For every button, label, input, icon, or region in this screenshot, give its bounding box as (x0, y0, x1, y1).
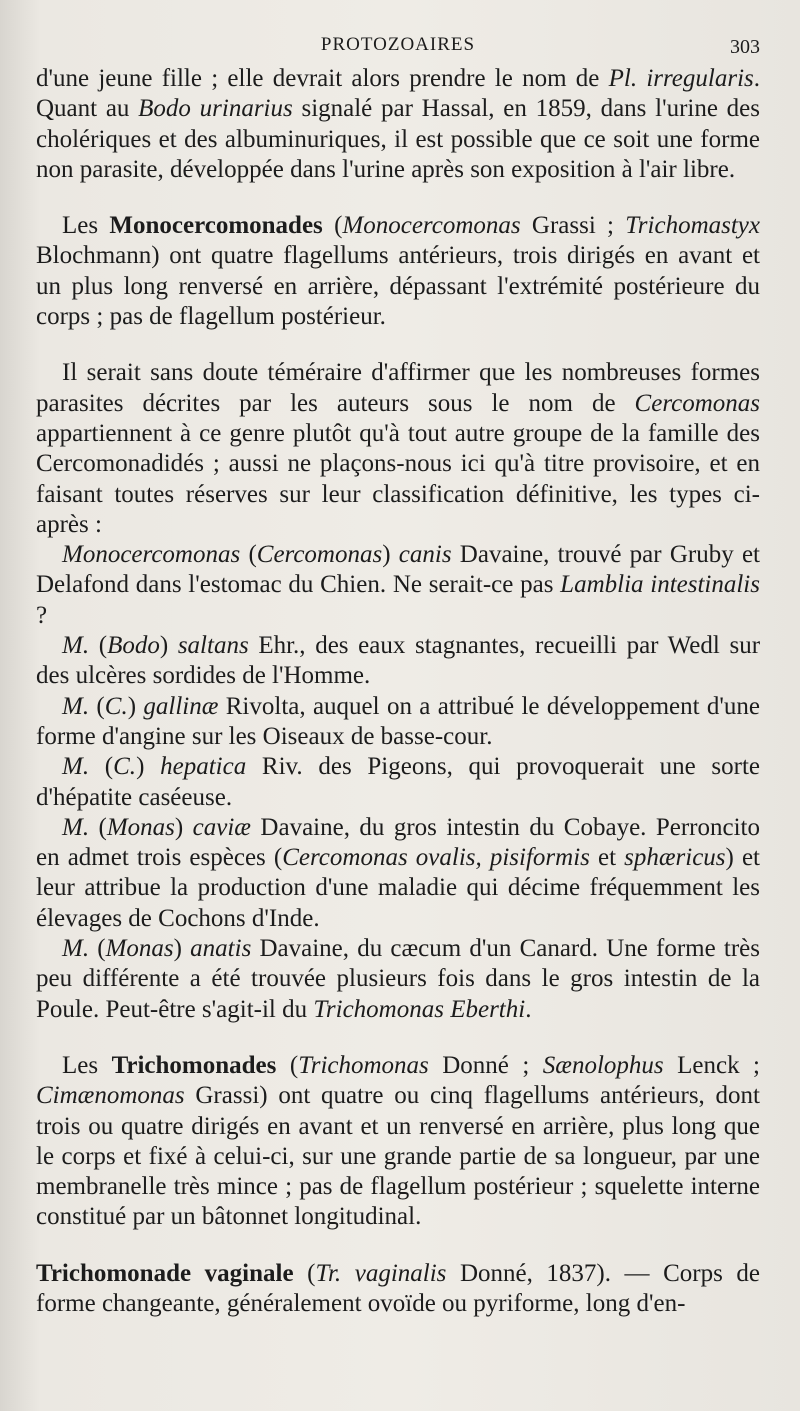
italic-term: Sænolophus (542, 1051, 664, 1079)
paragraph-5 (36, 631, 760, 692)
text-run: ( (322, 212, 343, 240)
text-run: Blochmann) ont quatre flagellums antérieurs, trois dirigés en avant et un plus long renversé en arrière, dépassant l'extrémité postérieure du corps ; pas de flagellum postérieur. (36, 242, 760, 331)
text-run: ( (89, 632, 108, 660)
italic-term: hepatica (160, 753, 247, 781)
text-run: ) (382, 541, 399, 569)
italic-term: Bodo (107, 632, 160, 660)
text-run: Lenck ; (663, 1051, 760, 1079)
italic-term: Monas (105, 935, 174, 963)
paragraph-6 (36, 692, 760, 753)
text-run: Les (62, 1051, 112, 1079)
running-head: PROTOZOAIRES (320, 34, 476, 55)
text-run: ) (174, 813, 193, 841)
text-run: . (525, 995, 532, 1023)
italic-term: caviæ (192, 813, 251, 841)
italic-term: Monocercomonas (342, 212, 521, 240)
text-run: ( (276, 1051, 299, 1079)
italic-term: Trichomonas (298, 1051, 429, 1079)
text-run: ( (89, 753, 114, 781)
italic-term: canis (398, 541, 452, 569)
paragraph-7 (36, 752, 760, 813)
text-run: Davaine, du cæcum d'un Canard. Une forme très peu différente a été trouvée plusieurs fois dans le gros intestin de la Poule. Peut-être s'agit-il du (36, 935, 760, 1023)
paragraph-4 (36, 540, 760, 631)
page-header (36, 30, 760, 64)
paragraph-9 (36, 934, 760, 1025)
italic-term: Lamblia intestinalis (560, 571, 760, 599)
italic-term: Bodo urinarius (138, 95, 293, 123)
text-run: ) (173, 935, 191, 963)
text-run: Donné ; (428, 1051, 543, 1079)
italic-term: Trichomonas Eberthi (313, 995, 526, 1023)
bold-term: Monocercomonades (109, 212, 323, 240)
italic-term: Trichomastyx (625, 212, 760, 240)
italic-term: Pl. irregularis (608, 65, 754, 92)
text-run: d'une jeune fille ; elle devrait alors prendre le nom de (36, 65, 609, 92)
bold-term: Trichomonade vaginale (36, 1259, 294, 1287)
text-run: ( (89, 692, 105, 720)
italic-term: Cercomonas (256, 541, 383, 569)
text-run: et (589, 844, 625, 872)
text-run: ( (293, 1259, 316, 1287)
italic-term: M. (62, 692, 90, 720)
italic-term: M. (62, 632, 90, 660)
italic-term: Cimænomonas (36, 1082, 185, 1110)
text-run: ) (127, 692, 144, 720)
text-run: Les (62, 212, 110, 240)
text-run: Donné, 1837). — Corps de forme changeante, généralement ovoïde ou pyriforme, long d'en- (36, 1259, 760, 1317)
italic-term: Cercomonas (634, 389, 760, 417)
text-run: . Quant au (36, 65, 760, 123)
paragraph-10 (36, 1051, 760, 1233)
italic-term: Tr. vaginalis (315, 1259, 447, 1287)
italic-term: gallinæ (143, 692, 219, 720)
text-run: ( (89, 935, 106, 963)
paragraph-11 (36, 1259, 760, 1320)
text-run: Rivolta, auquel on a attribué le développement d'une forme d'angine sur les Oiseaux de basse-cour. (36, 692, 761, 750)
italic-term: M. (62, 753, 90, 781)
text-run: Grassi) ont quatre ou cinq flagellums antérieurs, dont trois ou quatre dirigés en avant et un renversé en arrière, plus long que le corps et fixé à celui-ci, sur une grande partie de sa longueur, par une membranelle très mince ; pas de flagellum postérieur ; squelette interne constitué par un bâtonnet longitudinal. (36, 1082, 760, 1231)
body-text (36, 64, 760, 1319)
text-run: ) et leur attribue la production d'une maladie qui décime fréquemment les élevages de Cochons d'Inde. (36, 844, 761, 932)
italic-term: M. (62, 813, 90, 841)
text-run: signalé par Hassal, en 1859, dans l'urine des cholériques et des albuminuriques, il est possible que ce soit une forme non parasite, développée dans l'urine après son exposition à l'air libre. (36, 95, 760, 183)
italic-term: Monas (106, 813, 175, 841)
text-run: Il serait sans doute téméraire d'affirmer que les nombreuses formes parasites décrites par les auteurs sous le nom de (36, 359, 760, 417)
text-run: ) (136, 753, 161, 781)
italic-term: anatis (190, 935, 252, 963)
text-run: Davaine, trouvé par Gruby et Delafond dans l'estomac du Chien. Ne serait-ce pas (36, 541, 760, 599)
text-run: Davaine, du gros intestin du Cobaye. Perroncito en admet trois espèces ( (36, 813, 760, 872)
italic-term: Monocercomonas (62, 541, 241, 569)
text-run: ( (240, 541, 257, 569)
text-run: appartiennent à ce genre plutôt qu'à tout autre groupe de la famille des Cercomonadidés ; aussi ne plaçons-nous ici qu'à titre provisoire, et en faisant toutes réserves sur leur classification définitive, les types ci-après : (36, 419, 760, 538)
text-run: Ehr., des eaux stagnantes, recueilli par Wedl sur des ulcères sordides de l'Homme. (36, 632, 761, 690)
text-run: Riv. des Pigeons, qui provoquerait une sorte d'hépatite caséeuse. (36, 753, 761, 811)
page-number: 303 (730, 36, 760, 58)
paragraph-2 (36, 211, 760, 332)
text-run: ( (89, 813, 107, 841)
italic-term: sphæricus (624, 844, 726, 872)
text-run: Grassi ; (520, 212, 626, 240)
italic-term: C. (113, 753, 137, 781)
text-run: ? (36, 601, 48, 629)
paragraph-8 (36, 813, 760, 934)
paragraph-3 (36, 358, 760, 540)
italic-term: saltans (177, 632, 249, 660)
text-run: ) (159, 632, 178, 660)
italic-term: M. (62, 935, 90, 963)
italic-term: C. (104, 692, 128, 720)
bold-term: Trichomonades (111, 1051, 277, 1079)
italic-term: Cercomonas ovalis, pisiformis (282, 844, 590, 872)
paragraph-1 (36, 64, 760, 185)
